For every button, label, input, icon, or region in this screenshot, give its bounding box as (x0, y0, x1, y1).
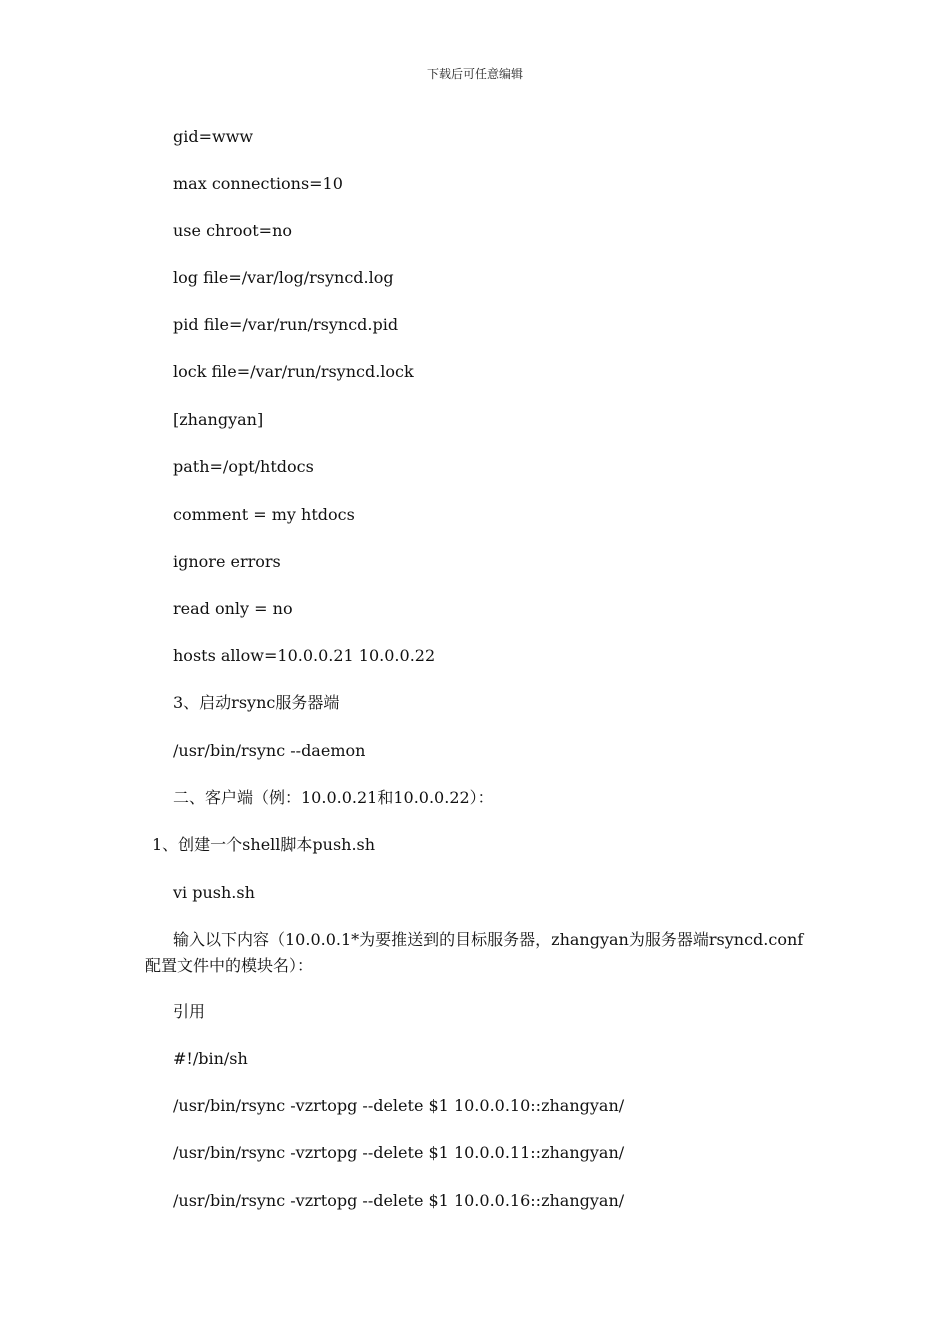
script-line-rsync-1: /usr/bin/rsync -vzrtopg --delete $1 10.0.0.10::zhangyan/ (173, 1096, 625, 1115)
config-line-lock-file: lock file=/var/run/rsyncd.lock (173, 362, 414, 381)
script-line-shebang: #!/bin/sh (173, 1049, 248, 1068)
config-line-hosts-allow: hosts allow=10.0.0.21 10.0.0.22 (173, 646, 436, 665)
step-heading-start-server: 3、启动rsync服务器端 (173, 693, 340, 712)
config-line-log-file: log file=/var/log/rsyncd.log (173, 268, 394, 287)
config-line-gid: gid=www (173, 127, 254, 146)
page-header: 下载后可任意编辑 (426, 67, 523, 81)
script-line-rsync-2: /usr/bin/rsync -vzrtopg --delete $1 10.0.0.11::zhangyan/ (173, 1143, 625, 1162)
command-line-daemon: /usr/bin/rsync --daemon (173, 741, 366, 760)
config-line-module-name: [zhangyan] (173, 410, 264, 429)
section-heading-client: 二、客户端（例：10.0.0.21和10.0.0.22）： (173, 788, 494, 807)
config-line-path: path=/opt/htdocs (173, 457, 314, 476)
command-line-vi: vi push.sh (173, 883, 255, 902)
config-line-max-connections: max connections=10 (173, 174, 343, 193)
config-line-comment: comment = my htdocs (173, 505, 355, 524)
description-paragraph: 输入以下内容（10.0.0.1*为要推送到的目标服务器，zhangyan为服务器端rsyncd.conf配置文件中的模块名）： (145, 930, 804, 975)
config-line-ignore-errors: ignore errors (173, 552, 281, 571)
config-line-pid-file: pid file=/var/run/rsyncd.pid (173, 315, 399, 334)
quote-label: 引用 (173, 1002, 206, 1021)
script-line-rsync-3: /usr/bin/rsync -vzrtopg --delete $1 10.0.0.16::zhangyan/ (173, 1191, 625, 1210)
step-heading-create-script: 1、创建一个shell脚本push.sh (152, 835, 376, 854)
config-line-read-only: read only = no (173, 599, 293, 618)
config-line-use-chroot: use chroot=no (173, 221, 293, 240)
